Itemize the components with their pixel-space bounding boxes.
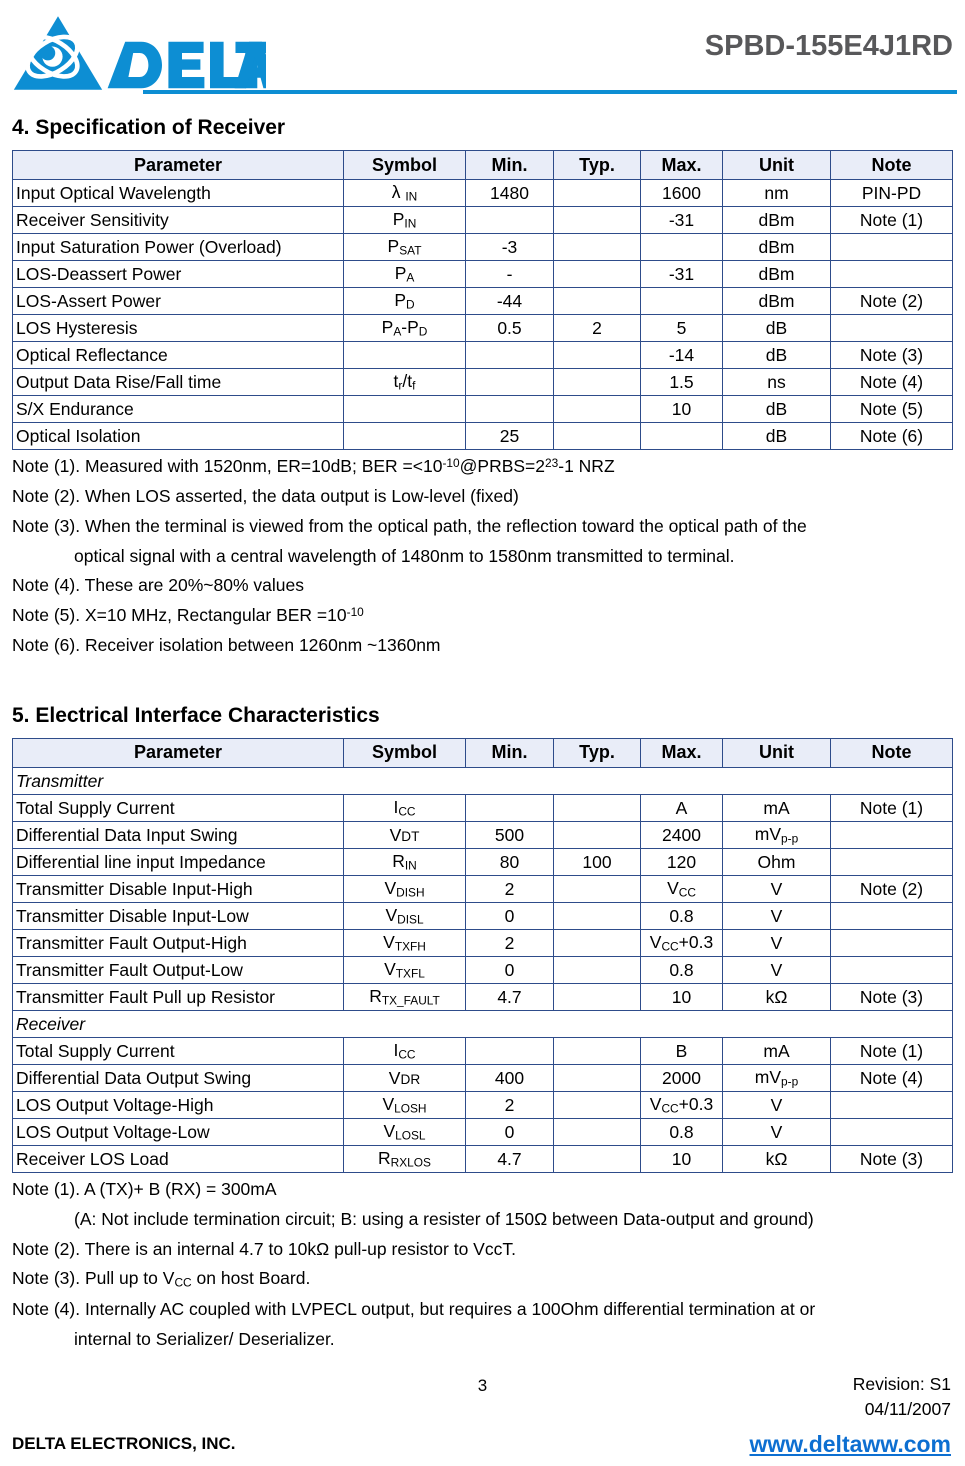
cell-typ — [554, 821, 641, 848]
cell-symbol: $P_A-P_D$ — [344, 315, 466, 342]
cell-parameter: Total Supply Current — [13, 794, 344, 821]
cell-symbol: $P_{SAT}$ — [344, 234, 466, 261]
cell-min: 1480 — [466, 180, 554, 207]
cell-parameter: Receiver Sensitivity — [13, 207, 344, 234]
cell-symbol: $V_{DISH}$ — [344, 875, 466, 902]
cell-parameter: LOS-Assert Power — [13, 288, 344, 315]
cell-symbol: $V_{TXFL}$ — [344, 956, 466, 983]
cell-typ — [554, 396, 641, 423]
cell-typ — [554, 794, 641, 821]
cell-parameter: Output Data Rise/Fall time — [13, 369, 344, 396]
cell-parameter: LOS Output Voltage-Low — [13, 1118, 344, 1145]
cell-symbol: λ $_{IN}$ — [344, 180, 466, 207]
column-header-max: Max. — [641, 151, 723, 180]
cell-unit: mA — [723, 1037, 831, 1064]
electrical-interface-table — [12, 738, 953, 1173]
cell-max: 0.8 — [641, 956, 723, 983]
cell-unit: mA — [723, 794, 831, 821]
table-row — [13, 180, 953, 207]
cell-symbol: $R_{RXLOS}$ — [344, 1145, 466, 1172]
cell-parameter: Transmitter Fault Output-Low — [13, 956, 344, 983]
note-line: Note (5). X=10 MHz, Rectangular BER $=10^{-10}$ — [12, 605, 364, 626]
cell-parameter: Transmitter Fault Pull up Resistor — [13, 983, 344, 1010]
cell-unit: dB — [723, 315, 831, 342]
revision-date: 04/11/2007 — [864, 1399, 951, 1420]
cell-min: - — [466, 261, 554, 288]
cell-min: 0 — [466, 1118, 554, 1145]
table-row — [13, 423, 953, 450]
cell-typ — [554, 983, 641, 1010]
cell-symbol — [344, 396, 466, 423]
cell-unit: kΩ — [723, 983, 831, 1010]
cell-note — [831, 234, 953, 261]
cell-unit: V — [723, 902, 831, 929]
cell-max: 2000 — [641, 1064, 723, 1091]
column-header-unit: Unit — [723, 151, 831, 180]
cell-typ — [554, 929, 641, 956]
cell-note — [831, 848, 953, 875]
cell-symbol: $V_{LOSH}$ — [344, 1091, 466, 1118]
cell-parameter: Differential Data Input Swing — [13, 821, 344, 848]
cell-max: 2400 — [641, 821, 723, 848]
note-line: (A: Not include termination circuit; B: using a resister of 150Ω between Data-output and ground) — [74, 1208, 814, 1229]
revision-label: Revision: S1 — [852, 1374, 951, 1394]
cell-max — [641, 288, 723, 315]
cell-min: 0 — [466, 902, 554, 929]
cell-note — [831, 315, 953, 342]
cell-parameter: LOS-Deassert Power — [13, 261, 344, 288]
cell-note: Note (4) — [831, 369, 953, 396]
cell-parameter: Optical Reflectance — [13, 342, 344, 369]
cell-max: $V_{CC}+0.3$ — [641, 929, 723, 956]
cell-unit: V — [723, 1091, 831, 1118]
cell-typ — [554, 180, 641, 207]
cell-typ — [554, 1118, 641, 1145]
note-line: Note (2). When LOS asserted, the data output is Low-level (fixed) — [12, 485, 519, 506]
table-row — [13, 1064, 953, 1091]
cell-min: 400 — [466, 1064, 554, 1091]
cell-typ — [554, 207, 641, 234]
cell-typ — [554, 369, 641, 396]
cell-note — [831, 821, 953, 848]
table-row — [13, 261, 953, 288]
cell-min — [466, 369, 554, 396]
cell-unit: dBm — [723, 234, 831, 261]
delta-triangle-logo-icon — [12, 14, 104, 92]
column-header-parameter: Parameter — [13, 738, 344, 767]
cell-min: 4.7 — [466, 1145, 554, 1172]
cell-min: 4.7 — [466, 983, 554, 1010]
cell-unit: V — [723, 956, 831, 983]
column-header-note: Note — [831, 738, 953, 767]
cell-note — [831, 261, 953, 288]
cell-min: 2 — [466, 875, 554, 902]
cell-unit: ns — [723, 369, 831, 396]
cell-unit: nm — [723, 180, 831, 207]
cell-typ — [554, 1037, 641, 1064]
cell-note: Note (3) — [831, 342, 953, 369]
cell-max: $V_{CC}+0.3$ — [641, 1091, 723, 1118]
column-header-max: Max. — [641, 738, 723, 767]
note-line: Note (4). Internally AC coupled with LVPECL output, but requires a 100Ohm differential termination at or — [12, 1298, 816, 1319]
cell-note: Note (1) — [831, 207, 953, 234]
page-footer — [0, 1370, 965, 1456]
note-line: optical signal with a central wavelength of 1480nm to 1580nm transmitted to terminal. — [74, 545, 735, 566]
cell-max: 120 — [641, 848, 723, 875]
cell-note: Note (3) — [831, 983, 953, 1010]
table-row — [13, 902, 953, 929]
table-row — [13, 929, 953, 956]
datasheet-page — [0, 6, 965, 1466]
column-header-min: Min. — [466, 738, 554, 767]
cell-max: 5 — [641, 315, 723, 342]
cell-min: 0 — [466, 956, 554, 983]
cell-parameter: Input Saturation Power (Overload) — [13, 234, 344, 261]
cell-note — [831, 956, 953, 983]
cell-parameter: Input Optical Wavelength — [13, 180, 344, 207]
table-row — [13, 875, 953, 902]
group-label: Receiver — [13, 1010, 953, 1037]
column-header-symbol: Symbol — [344, 151, 466, 180]
cell-unit: V — [723, 1118, 831, 1145]
cell-min: 0.5 — [466, 315, 554, 342]
cell-note — [831, 929, 953, 956]
cell-parameter: Total Supply Current — [13, 1037, 344, 1064]
revision-block — [853, 1372, 951, 1423]
cell-unit: dB — [723, 396, 831, 423]
table-row — [13, 1037, 953, 1064]
cell-min: -3 — [466, 234, 554, 261]
receiver-spec-table — [12, 150, 953, 450]
cell-note: Note (1) — [831, 794, 953, 821]
document-title: SPBD-155E4J1RD — [704, 30, 953, 62]
note-line: Note (3). When the terminal is viewed from the optical path, the reflection toward the optical path of the — [12, 515, 807, 536]
cell-parameter: LOS Hysteresis — [13, 315, 344, 342]
cell-unit: dB — [723, 342, 831, 369]
cell-note: Note (3) — [831, 1145, 953, 1172]
cell-min: 25 — [466, 423, 554, 450]
cell-max: 10 — [641, 983, 723, 1010]
cell-typ: 2 — [554, 315, 641, 342]
cell-min: 80 — [466, 848, 554, 875]
table-group-row — [13, 1010, 953, 1037]
table-row — [13, 342, 953, 369]
table-row — [13, 234, 953, 261]
table-group-row — [13, 767, 953, 794]
note-line: Note (1). A (TX)+ B (RX) = 300mA — [12, 1178, 277, 1199]
column-header-unit: Unit — [723, 738, 831, 767]
cell-max: 10 — [641, 1145, 723, 1172]
cell-typ — [554, 902, 641, 929]
cell-symbol: $t_r/t_f$ — [344, 369, 466, 396]
column-header-note: Note — [831, 151, 953, 180]
cell-symbol: $P_A$ — [344, 261, 466, 288]
note-line: Note (6). Receiver isolation between 1260nm ~1360nm — [12, 635, 441, 656]
cell-parameter: S/X Endurance — [13, 396, 344, 423]
cell-typ: 100 — [554, 848, 641, 875]
cell-max: A — [641, 794, 723, 821]
cell-parameter: Differential line input Impedance — [13, 848, 344, 875]
table-row — [13, 821, 953, 848]
cell-min: -44 — [466, 288, 554, 315]
table-row — [13, 396, 953, 423]
note-line: Note (3). Pull up to $V_{CC}$ on host Board. — [12, 1268, 311, 1291]
cell-typ — [554, 1091, 641, 1118]
delta-wordmark-icon — [106, 40, 266, 90]
cell-typ — [554, 1145, 641, 1172]
table-row — [13, 956, 953, 983]
table-row — [13, 288, 953, 315]
section-5-notes — [12, 1177, 965, 1352]
table-row — [13, 794, 953, 821]
cell-parameter: Optical Isolation — [13, 423, 344, 450]
column-header-min: Min. — [466, 151, 554, 180]
section-4-notes — [12, 454, 965, 658]
cell-parameter: Transmitter Fault Output-High — [13, 929, 344, 956]
table-row — [13, 315, 953, 342]
cell-symbol: $P_D$ — [344, 288, 466, 315]
cell-symbol: $I_{CC}$ — [344, 1037, 466, 1064]
cell-typ — [554, 261, 641, 288]
cell-note: Note (2) — [831, 288, 953, 315]
cell-typ — [554, 288, 641, 315]
cell-max: $V_{CC}$ — [641, 875, 723, 902]
table-row — [13, 369, 953, 396]
cell-unit: $mV_{p-p}$ — [723, 1064, 831, 1091]
table-row — [13, 1118, 953, 1145]
cell-symbol: $P_{IN}$ — [344, 207, 466, 234]
cell-symbol — [344, 342, 466, 369]
company-name: DELTA ELECTRONICS, INC. — [12, 1434, 236, 1453]
cell-typ — [554, 423, 641, 450]
cell-note: Note (4) — [831, 1064, 953, 1091]
cell-parameter: Transmitter Disable Input-High — [13, 875, 344, 902]
table-header-row — [13, 738, 953, 767]
cell-note — [831, 902, 953, 929]
cell-note: Note (1) — [831, 1037, 953, 1064]
cell-typ — [554, 342, 641, 369]
cell-unit: dBm — [723, 207, 831, 234]
cell-note — [831, 1091, 953, 1118]
cell-typ — [554, 875, 641, 902]
cell-symbol: $R_{TX\_FAULT}$ — [344, 983, 466, 1010]
cell-symbol: VDT — [344, 821, 466, 848]
section-5-title: 5. Electrical Interface Characteristics — [12, 703, 380, 727]
note-line: Note (2). There is an internal 4.7 to 10kΩ pull-up resistor to VccT. — [12, 1238, 516, 1259]
cell-unit: kΩ — [723, 1145, 831, 1172]
cell-unit: V — [723, 929, 831, 956]
cell-unit: dB — [723, 423, 831, 450]
cell-min — [466, 1037, 554, 1064]
cell-note: Note (5) — [831, 396, 953, 423]
cell-unit: $mV_{p-p}$ — [723, 821, 831, 848]
table-row — [13, 1091, 953, 1118]
note-line: internal to Serializer/ Deserializer. — [74, 1328, 335, 1349]
cell-max: 0.8 — [641, 1118, 723, 1145]
cell-note: Note (6) — [831, 423, 953, 450]
table-row — [13, 1145, 953, 1172]
cell-note: PIN-PD — [831, 180, 953, 207]
cell-unit: V — [723, 875, 831, 902]
cell-symbol: $V_{TXFH}$ — [344, 929, 466, 956]
cell-max: -31 — [641, 207, 723, 234]
cell-parameter: Receiver LOS Load — [13, 1145, 344, 1172]
cell-note — [831, 1118, 953, 1145]
cell-max — [641, 234, 723, 261]
cell-max: B — [641, 1037, 723, 1064]
cell-min — [466, 207, 554, 234]
page-header — [12, 6, 953, 102]
cell-symbol: VDR — [344, 1064, 466, 1091]
column-header-typ: Typ. — [554, 151, 641, 180]
cell-unit: dBm — [723, 288, 831, 315]
cell-max: -14 — [641, 342, 723, 369]
cell-typ — [554, 234, 641, 261]
table-row — [13, 207, 953, 234]
cell-max: -31 — [641, 261, 723, 288]
cell-min: 2 — [466, 929, 554, 956]
column-header-typ: Typ. — [554, 738, 641, 767]
header-divider — [143, 90, 957, 94]
cell-note: Note (2) — [831, 875, 953, 902]
table-header-row — [13, 151, 953, 180]
table-row — [13, 983, 953, 1010]
cell-typ — [554, 956, 641, 983]
cell-unit: Ohm — [723, 848, 831, 875]
cell-max: 0.8 — [641, 902, 723, 929]
cell-unit: dBm — [723, 261, 831, 288]
note-line: Note (4). These are 20%~80% values — [12, 575, 304, 596]
cell-min: 2 — [466, 1091, 554, 1118]
cell-max — [641, 423, 723, 450]
cell-typ — [554, 1064, 641, 1091]
cell-symbol — [344, 423, 466, 450]
column-header-symbol: Symbol — [344, 738, 466, 767]
cell-max: 1.5 — [641, 369, 723, 396]
group-label: Transmitter — [13, 767, 953, 794]
cell-min — [466, 342, 554, 369]
cell-symbol: $I_{CC}$ — [344, 794, 466, 821]
cell-parameter: Differential Data Output Swing — [13, 1064, 344, 1091]
cell-min — [466, 794, 554, 821]
cell-max: 1600 — [641, 180, 723, 207]
website-link[interactable]: www.deltaww.com — [749, 1431, 951, 1457]
cell-min: 500 — [466, 821, 554, 848]
cell-min — [466, 396, 554, 423]
page-number: 3 — [477, 1376, 488, 1395]
table-row — [13, 848, 953, 875]
cell-symbol: $R_{IN}$ — [344, 848, 466, 875]
cell-symbol: $V_{DISL}$ — [344, 902, 466, 929]
cell-parameter: LOS Output Voltage-High — [13, 1091, 344, 1118]
section-4-title: 4. Specification of Receiver — [12, 116, 286, 139]
delta-logo — [12, 10, 266, 92]
cell-max: 10 — [641, 396, 723, 423]
cell-parameter: Transmitter Disable Input-Low — [13, 902, 344, 929]
column-header-parameter: Parameter — [13, 151, 344, 180]
cell-symbol: $V_{LOSL}$ — [344, 1118, 466, 1145]
note-line: Note (1). Measured with 1520nm, ER=10dB; BER $=<10^{-10}@PRBS=2^{23}-1$ NRZ — [12, 456, 615, 476]
